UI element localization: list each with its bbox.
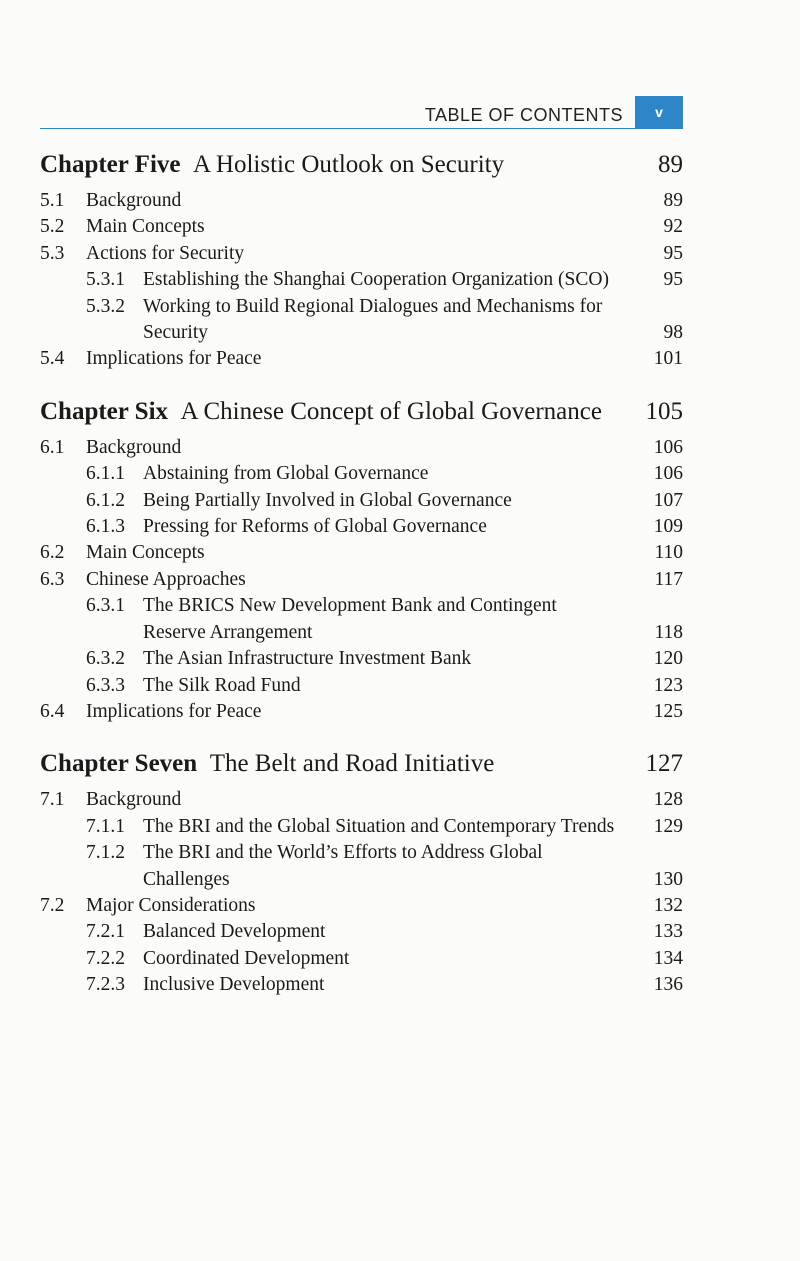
section-entry[interactable] [40,188,683,214]
entry-page-number: 134 [653,947,683,969]
header-rule [40,128,635,129]
subsection-entry[interactable] [40,673,683,699]
entry-number: 7.2.1 [86,921,125,943]
table-of-contents [40,148,683,999]
entry-number: 7.2.2 [86,947,125,969]
entry-number: 6.3.3 [86,674,125,696]
entry-page-number: 95 [663,269,683,291]
subsection-entry[interactable] [40,514,683,540]
entry-title: Background [86,436,182,458]
entry-title: Background [86,190,182,211]
subsection-entry[interactable] [40,972,683,998]
chapter-heading[interactable] [40,148,683,188]
entry-title: Main Concepts [86,542,205,564]
running-header-title: TABLE OF CONTENTS [424,105,623,125]
section-entry[interactable] [40,699,683,725]
chapter-page-number: 105 [645,397,683,425]
entry-title: Inclusive Development [143,974,325,996]
subsection-entry[interactable] [40,814,683,840]
section-entry[interactable] [40,787,683,813]
entry-number: 6.1.3 [86,516,125,538]
entry-page-number: 107 [653,489,683,511]
chapter-label: Chapter Six [40,397,169,425]
entry-page-number: 92 [663,216,683,238]
entry-number: 5.1 [40,190,65,211]
subsection-entry[interactable] [40,488,683,514]
entry-title: Coordinated Development [143,947,350,969]
entry-page-number: 136 [653,974,683,996]
entry-number: 6.4 [40,700,65,722]
entry-page-number: 130 [653,868,683,890]
subsection-entry[interactable] [40,919,683,945]
entry-number: 6.3.1 [86,595,125,617]
entry-page-number: 133 [653,921,683,943]
entry-title: Abstaining from Global Governance [143,463,429,485]
section-entry[interactable] [40,214,683,240]
entry-page-number: 110 [654,542,683,564]
chapter-page-number: 89 [658,151,683,178]
entry-page-number: 118 [654,621,683,643]
entry-page-number: 98 [663,322,683,344]
entry-number: 5.3.1 [86,269,125,291]
entry-page-number: 106 [653,463,683,485]
entry-number: 7.2 [40,894,65,916]
entry-page-number: 123 [653,674,683,696]
entry-page-number: 109 [653,516,683,538]
entry-number: 5.2 [40,216,65,238]
entry-title: Establishing the Shanghai Cooperation Organization (SCO) [143,269,609,291]
entry-page-number: 120 [653,648,683,670]
entry-title: Balanced Development [143,921,326,943]
entry-title: Main Concepts [86,216,205,238]
subsection-entry[interactable] [40,840,683,893]
entry-number: 6.1.2 [86,489,125,511]
entry-page-number: 129 [653,815,683,837]
chapter-title: A Holistic Outlook on Security [193,151,505,178]
entry-title: The BRICS New Development Bank and Contingent Reserve Arrangement [143,595,557,643]
entry-title: The BRI and the World’s Efforts to Address Global Challenges [143,842,543,890]
chapter-page-number: 127 [645,750,683,778]
subsection-entry[interactable] [40,646,683,672]
entry-page-number: 95 [663,242,683,264]
section-entry[interactable] [40,346,683,372]
entry-title: Background [86,789,182,811]
entry-page-number: 117 [654,568,683,590]
entry-number: 7.1.1 [86,815,125,837]
chapter-gap [40,373,683,395]
entry-number: 7.1 [40,789,65,811]
entry-number: 6.3.2 [86,648,125,670]
entry-title: Actions for Security [86,242,245,264]
chapter-label: Chapter Five [40,151,181,178]
entry-title: Implications for Peace [86,700,262,722]
entry-number: 6.3 [40,568,65,590]
chapter-title: A Chinese Concept of Global Governance [180,397,602,425]
chapter-heading[interactable] [40,395,683,435]
entry-title: Chinese Approaches [86,568,246,590]
subsection-entry[interactable] [40,593,683,646]
entry-title: The Silk Road Fund [143,674,301,696]
entry-page-number: 106 [653,436,683,458]
chapter-title: The Belt and Road Initiative [209,750,495,778]
page-numeral-badge: v [635,96,683,129]
chapter-label: Chapter Seven [40,750,198,778]
entry-page-number: 89 [663,190,683,211]
subsection-entry[interactable] [40,946,683,972]
entry-page-number: 101 [653,348,683,370]
entry-title: The BRI and the Global Situation and Contemporary Trends [143,815,615,837]
entry-number: 7.2.3 [86,974,125,996]
entry-title: Pressing for Reforms of Global Governance [143,516,487,538]
subsection-entry[interactable] [40,461,683,487]
section-entry[interactable] [40,567,683,593]
entry-number: 5.3 [40,242,65,264]
running-header [40,96,683,130]
chapter-heading[interactable] [40,747,683,787]
entry-page-number: 132 [653,894,683,916]
entry-number: 6.1.1 [86,463,125,485]
entry-number: 5.3.2 [86,295,125,317]
entry-title: Implications for Peace [86,348,262,370]
entry-page-number: 125 [653,700,683,722]
entry-number: 5.4 [40,348,65,370]
section-entry[interactable] [40,540,683,566]
entry-title: Being Partially Involved in Global Governance [143,489,512,511]
entry-number: 7.1.2 [86,842,125,864]
entry-title: Major Considerations [86,894,256,916]
chapter-gap [40,725,683,747]
entry-number: 6.1 [40,436,65,458]
subsection-entry[interactable] [40,294,683,347]
entry-title: Working to Build Regional Dialogues and Mechanisms for Security [143,295,603,344]
section-entry[interactable] [40,435,683,461]
entry-title: The Asian Infrastructure Investment Bank [143,648,472,670]
subsection-entry[interactable] [40,267,683,293]
entry-page-number: 128 [653,789,683,811]
section-entry[interactable] [40,893,683,919]
entry-number: 6.2 [40,542,65,564]
section-entry[interactable] [40,241,683,267]
